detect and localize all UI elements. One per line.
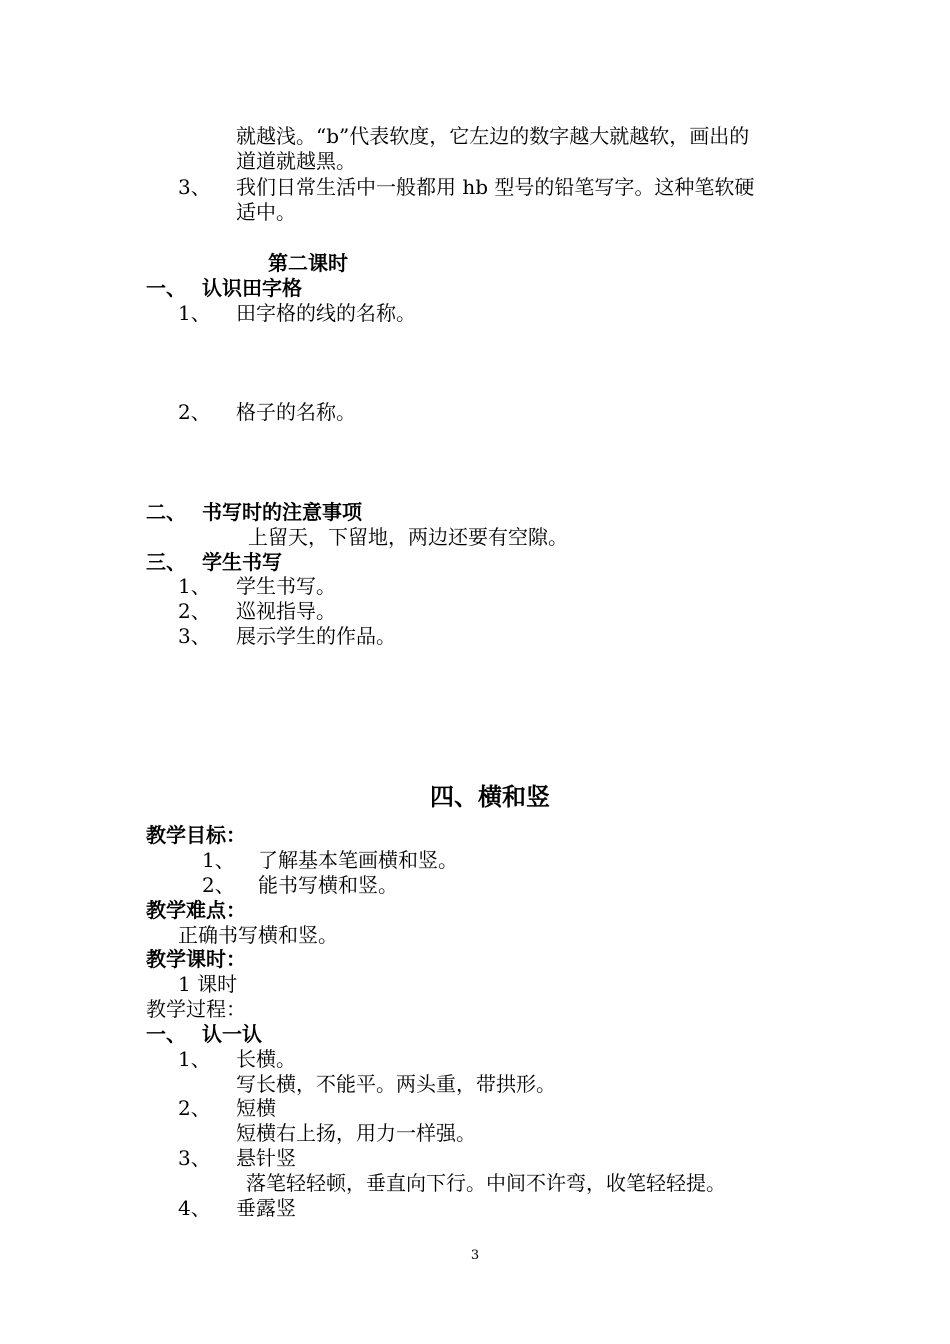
goal-1-text: 了解基本笔画横和竖。 [258,848,458,872]
lesson-2-section-1-number: 一、 [146,276,186,300]
goal-2-text: 能书写横和竖。 [258,873,398,897]
lesson-2-section-1-title: 认识田字格 [202,276,302,300]
stroke-2-number: 2、 [178,1096,211,1120]
lesson-2-section-3-item-3-text: 展示学生的作品。 [236,624,396,648]
intro-item-3-line-1: 我们日常生活中一般都用 hb 型号的铅笔写字。这种笔软硬 [236,175,755,199]
lesson-2-section-3-item-1-number: 1、 [178,574,211,598]
stroke-3-name: 悬针竖 [236,1146,296,1170]
stroke-3-description: 落笔轻轻顿，垂直向下行。中间不许弯，收笔轻轻提。 [246,1171,726,1195]
stroke-2-description: 短横右上扬，用力一样强。 [236,1121,476,1145]
goal-1-number: 1、 [202,848,235,872]
lesson-2-section-3-number: 三、 [146,550,186,574]
lesson-2-section-3-item-2-number: 2、 [178,599,211,623]
stroke-1-number: 1、 [178,1047,211,1071]
process-label: 教学过程： [146,997,246,1021]
chapter-4-title: 四、横和竖 [430,782,550,811]
hours-text: 1 课时 [178,972,238,996]
chapter-4-section-1-number: 一、 [146,1022,186,1046]
lesson-2-section-3-item-2-text: 巡视指导。 [236,599,336,623]
stroke-3-number: 3、 [178,1146,211,1170]
difficulty-text: 正确书写横和竖。 [178,923,338,947]
stroke-1-name: 长横。 [236,1047,296,1071]
intro-line-2: 道道就越黑。 [236,149,356,173]
difficulty-label: 教学难点： [146,898,246,922]
stroke-1-description: 写长横，不能平。两头重，带拱形。 [236,1072,556,1096]
lesson-2-heading: 第二课时 [268,251,348,275]
goal-label: 教学目标： [146,823,246,847]
intro-item-3-line-2: 适中。 [236,200,296,224]
lesson-2-section-1-item-2-number: 2、 [178,400,211,424]
intro-item-3-number: 3、 [178,175,211,199]
hours-label: 教学课时： [146,947,246,971]
lesson-2-section-1-item-1-number: 1、 [178,301,211,325]
stroke-4-number: 4、 [178,1196,211,1220]
lesson-2-section-2-number: 二、 [146,500,186,524]
lesson-2-section-1-item-2-text: 格子的名称。 [236,400,356,424]
page-number: 3 [470,1248,480,1263]
lesson-2-section-2-text: 上留天，下留地，两边还要有空隙。 [248,525,568,549]
intro-line-1: 就越浅。“b”代表软度，它左边的数字越大就越软，画出的 [236,124,750,148]
goal-2-number: 2、 [202,873,235,897]
chapter-4-section-1-title: 认一认 [202,1022,262,1046]
lesson-2-section-1-item-1-text: 田字格的线的名称。 [236,301,416,325]
lesson-2-section-3-item-3-number: 3、 [178,624,211,648]
lesson-2-section-2-title: 书写时的注意事项 [202,500,362,524]
stroke-4-name: 垂露竖 [236,1196,296,1220]
lesson-2-section-3-title: 学生书写 [202,550,282,574]
stroke-2-name: 短横 [236,1096,276,1120]
lesson-2-section-3-item-1-text: 学生书写。 [236,574,336,598]
